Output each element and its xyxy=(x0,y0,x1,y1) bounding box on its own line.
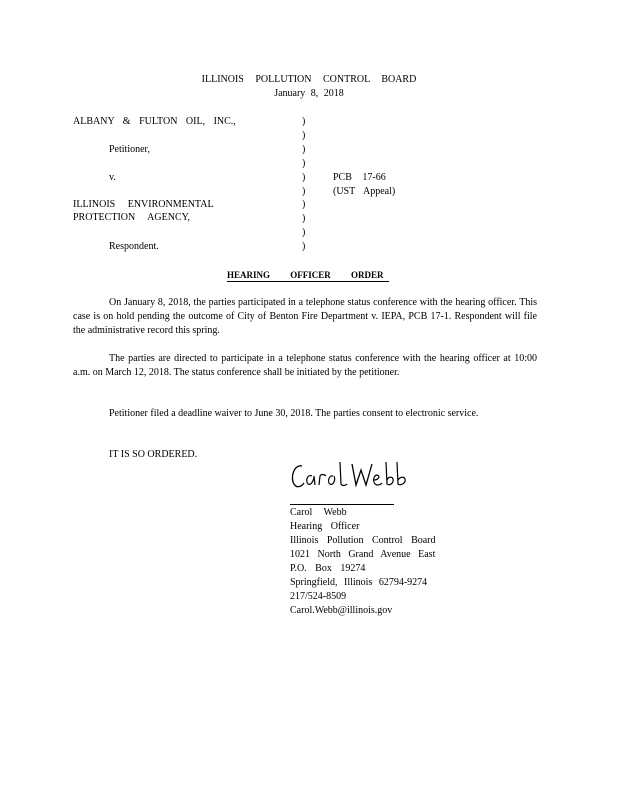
caption-paren: ) xyxy=(302,227,306,238)
signature-line xyxy=(290,504,394,505)
case-number: PCB 17-66 xyxy=(333,172,386,183)
versus-label: v. xyxy=(109,172,116,183)
petitioner-role: Petitioner, xyxy=(109,144,150,155)
signer-org: Illinois Pollution Control Board xyxy=(290,535,436,546)
caption-paren: ) xyxy=(302,213,306,224)
order-paragraph xyxy=(73,352,537,380)
order-date: January 8, 2018 xyxy=(274,88,344,99)
respondent-role: Respondent. xyxy=(109,241,159,252)
paragraph-text: The parties are directed to participate in a telephone status conference with the hearing officer at 10:00 a.m. on March 12, 2018. The status conference shall be initiated by the petitioner. xyxy=(73,353,537,378)
case-type: (UST Appeal) xyxy=(333,186,396,197)
signer-name: Carol Webb xyxy=(290,507,347,518)
agency-header: ILLINOIS POLLUTION CONTROL BOARD xyxy=(201,74,417,85)
petitioner-name: ALBANY & FULTON OIL, INC., xyxy=(73,116,236,127)
paragraph-text: IT IS SO ORDERED. xyxy=(109,449,198,460)
paragraph-text: Petitioner filed a deadline waiver to June 30, 2018. The parties consent to electronic service. xyxy=(109,408,479,419)
caption-paren: ) xyxy=(302,199,306,210)
respondent-name-line1: ILLINOIS ENVIRONMENTAL xyxy=(73,199,214,210)
signer-address: 1021 North Grand Avenue East xyxy=(290,549,436,560)
handwritten-signature xyxy=(288,458,414,494)
order-title: HEARING OFFICER ORDER xyxy=(227,270,389,282)
order-paragraph xyxy=(73,407,537,421)
paragraph-text: On January 8, 2018, the parties participated in a telephone status conference with the hearing officer. This case is on hold pending the outcome of City of Benton Fire Department v. IEPA, PCB 17-1. Respondent will file the administrative record this spring. xyxy=(73,297,537,336)
caption-paren: ) xyxy=(302,186,306,197)
signer-city: Springfield, Illinois 62794-9274 xyxy=(290,577,428,588)
signer-title: Hearing Officer xyxy=(290,521,360,532)
signer-email[interactable]: Carol.Webb@illinois.gov xyxy=(290,605,393,616)
caption-paren: ) xyxy=(302,144,306,155)
respondent-name-line2: PROTECTION AGENCY, xyxy=(73,212,191,223)
order-paragraph xyxy=(73,296,537,338)
signer-po-box: P.O. Box 19274 xyxy=(290,563,366,574)
caption-paren: ) xyxy=(302,241,306,252)
signer-phone: 217/524-8509 xyxy=(290,591,347,602)
caption-paren: ) xyxy=(302,172,306,183)
caption-paren: ) xyxy=(302,116,306,127)
caption-paren: ) xyxy=(302,130,306,141)
caption-paren: ) xyxy=(302,158,306,169)
